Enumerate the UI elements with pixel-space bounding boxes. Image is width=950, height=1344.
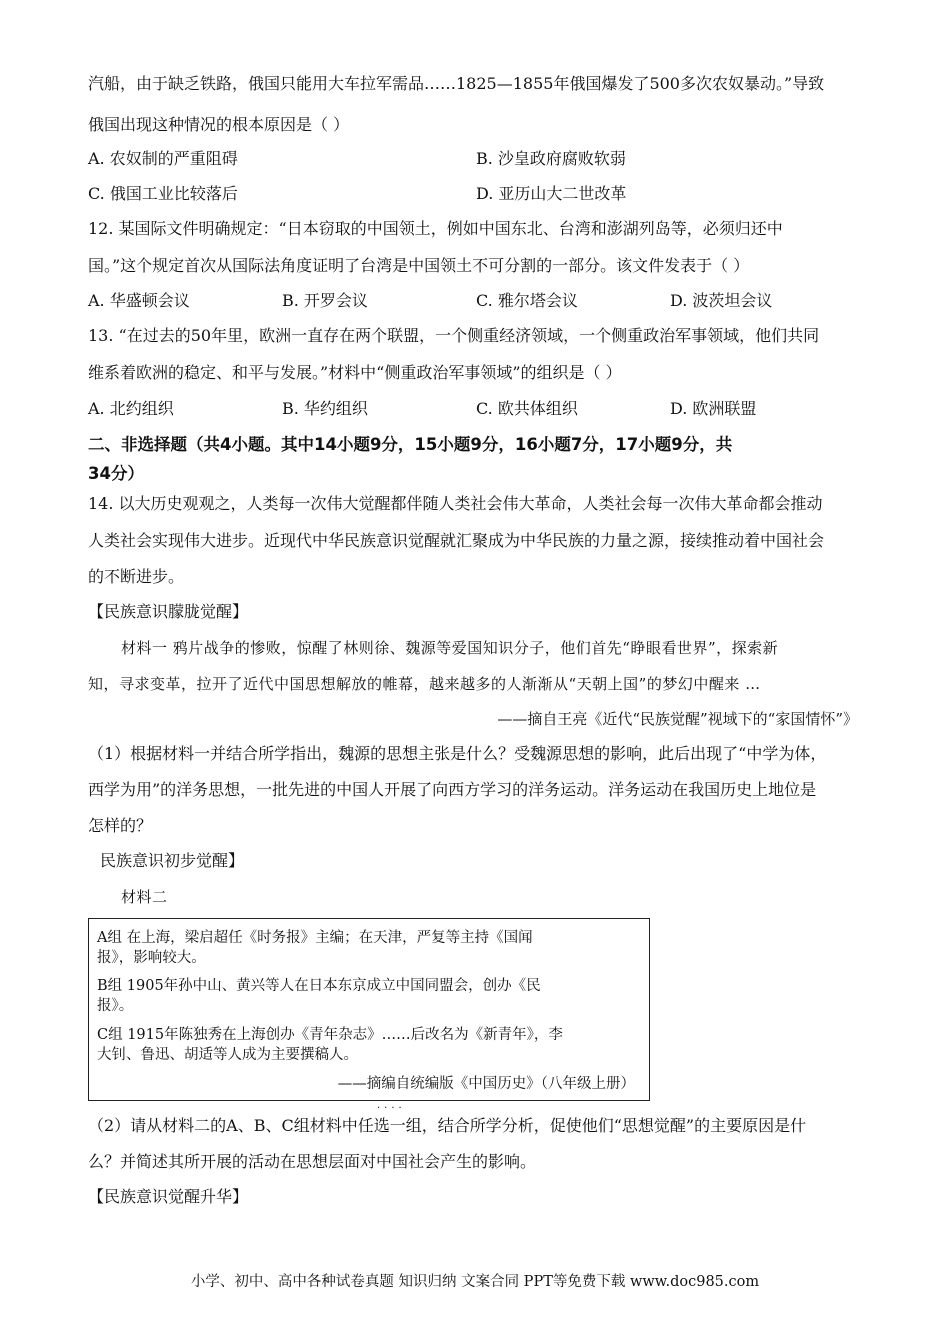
q11-option-a: A. 农奴制的严重阻碍 — [88, 149, 238, 168]
q12-option-b: B. 开罗会议 — [282, 291, 368, 310]
page-footer: 小学、初中、高中各种试卷真题 知识归纳 文案合同 PPT等免费下载 www.doc985.com — [190, 1274, 760, 1290]
q14-heading-1: 【民族意识朦胧觉醒】 — [88, 602, 249, 621]
section2-heading-line1: 二、非选择题（共4小题。其中14小题9分，15小题9分，16小题7分，17小题9分，共 — [88, 435, 733, 454]
box-group-c-line2: 大钊、鲁迅、胡适等人成为主要撰稿人。 — [97, 1047, 358, 1063]
material2-label: 材料二 — [121, 888, 168, 906]
q14-line3: 的不断进步。 — [88, 567, 185, 586]
material2-box — [88, 918, 650, 1101]
q11-line1: 汽船，由于缺乏铁路，俄国只能用大车拉军需品……1825—1855年俄国爆发了500多次农奴暴动。”导致 — [88, 74, 825, 93]
q12-option-a: A. 华盛顿会议 — [88, 291, 190, 310]
q12-line2: 国。”这个规定首次从国际法角度证明了台湾是中国领土不可分割的一部分。该文件发表于（ ） — [88, 256, 750, 275]
q13-line2: 维系着欧洲的稳定、和平与发展。”材料中“侧重政治军事领域”的组织是（ ） — [88, 363, 622, 382]
q13-option-b: B. 华约组织 — [282, 399, 368, 418]
material1-source: ——摘自王亮《近代“民族觉醒”视域下的“家国情怀”》 — [497, 710, 858, 728]
q11-option-d: D. 亚历山大二世改革 — [476, 184, 627, 203]
q14-sub1-line3: 怎样的？ — [88, 816, 153, 835]
q12-option-c: C. 雅尔塔会议 — [476, 291, 578, 310]
q13-option-d: D. 欧洲联盟 — [670, 399, 757, 418]
box-group-b-line2: 报》。 — [97, 998, 134, 1014]
q14-heading-3: 【民族意识觉醒升华】 — [88, 1187, 249, 1206]
q14-heading-2: 民族意识初步觉醒】 — [100, 851, 245, 870]
q13-line1: 13. “在过去的50年里，欧洲一直存在两个联盟，一个侧重经济领域，一个侧重政治军事领域，他们共同 — [88, 326, 820, 345]
q13-option-a: A. 北约组织 — [88, 399, 174, 418]
box-group-a-line1: A组 在上海，梁启超任《时务报》主编；在天津，严复等主持《国闻 — [97, 930, 533, 946]
box-group-a-line2: 报》，影响较大。 — [97, 950, 206, 966]
q14-sub1-line2: 西学为用”的洋务思想，一批先进的中国人开展了向西方学习的洋务运动。洋务运动在我国历史上地位是 — [88, 780, 817, 799]
q14-line1: 14. 以大历史观观之，人类每一次伟大觉醒都伴随人类社会伟大革命，人类社会每一次伟大革命都会推动 — [88, 494, 823, 513]
q12-line1: 12. 某国际文件明确规定：“日本窃取的中国领土，例如中国东北、台湾和澎湖列岛等，必须归还中 — [88, 219, 783, 238]
q11-option-b: B. 沙皇政府腐败软弱 — [476, 149, 626, 168]
q12-option-d: D. 波茨坦会议 — [670, 291, 773, 310]
box-group-c-line1: C组 1915年陈独秀在上海创办《青年杂志》……后改名为《新青年》，李 — [97, 1027, 563, 1043]
q14-sub1-line1: （1）根据材料一并结合所学指出，魏源的思想主张是什么？受魏源思想的影响，此后出现了“中学为体， — [88, 744, 827, 763]
q11-line2: 俄国出现这种情况的根本原因是（ ） — [88, 115, 350, 134]
box-group-b-line1: B组 1905年孙中山、黄兴等人在日本东京成立中国同盟会，创办《民 — [97, 978, 541, 994]
q11-option-c: C. 俄国工业比较落后 — [88, 184, 238, 203]
material1-line2: 知，寻求变革，拉开了近代中国思想解放的帷幕，越来越多的人渐渐从“天朝上国”的梦幻中醒来 … — [88, 675, 761, 693]
q13-option-c: C. 欧共体组织 — [476, 399, 578, 418]
section2-heading-line2: 34分） — [88, 464, 144, 483]
q14-sub2-line1: （2）请从材料二的A、B、C组材料中任选一组，结合所学分析，促使他们“思想觉醒”的主要原因是什 — [88, 1116, 807, 1135]
box-source: ——摘编自统编版《中国历史》（八年级上册） — [337, 1076, 635, 1092]
q14-sub2-line2: 么？并简述其所开展的活动在思想层面对中国社会产生的影响。 — [88, 1152, 537, 1171]
emphasis-dots: ···· — [377, 1103, 406, 1114]
material1-line1: 材料一 鸦片战争的惨败，惊醒了林则徐、魏源等爱国知识分子，他们首先“睁眼看世界”，探索新 — [121, 639, 779, 657]
q14-line2: 人类社会实现伟大进步。近现代中华民族意识觉醒就汇聚成为中华民族的力量之源，接续推动着中国社会 — [88, 531, 825, 550]
